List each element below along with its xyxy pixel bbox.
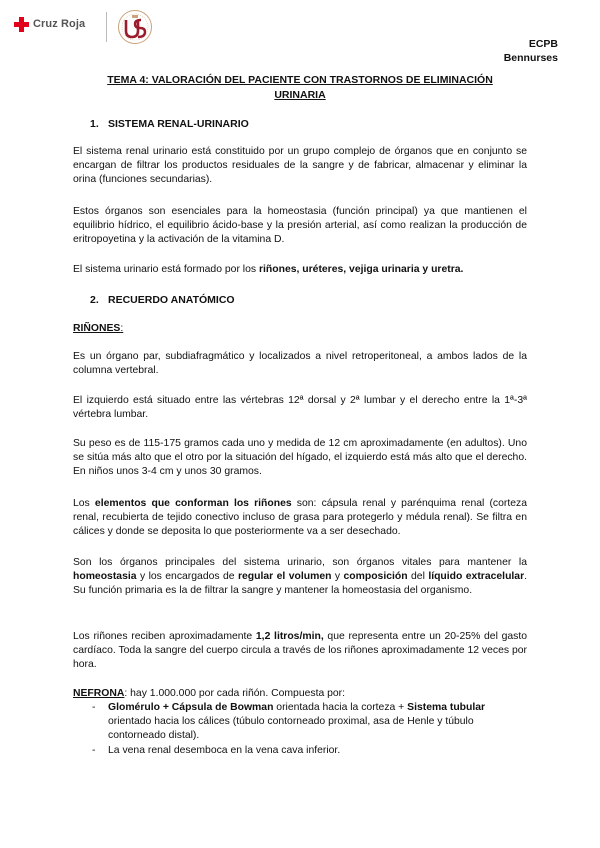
p5-bold-liquido: líquido extracelular <box>428 571 525 583</box>
document-title <box>70 73 530 103</box>
rinones-paragraph-2: El izquierdo está situado entre las vértebras 12ª dorsal y 2ª lumbar y el derecho entre la 1ª-3ª vértebra lumbar. <box>73 395 527 421</box>
list-dash: - <box>92 702 96 713</box>
document-title-line1: TEMA 4: VALORACIÓN DEL PACIENTE CON TRASTORNOS DE ELIMINACIÓN <box>107 74 493 86</box>
list-item-2-text: La vena renal desemboca en la vena cava inferior. <box>108 744 341 756</box>
p5-bold-composicion: composición <box>343 571 408 583</box>
p6-bold: 1,2 litros/min, <box>255 631 324 642</box>
p5-text-c: y los encargados de <box>136 571 238 583</box>
list-item-1-text-b: orientada hacia la corteza + <box>273 702 408 713</box>
rinones-paragraph-6 <box>73 630 527 673</box>
section-1-heading <box>90 117 249 131</box>
header-right-block <box>504 38 558 65</box>
p5-text-a: Son los órganos principales del sistema urinario, son órganos vitales para mantener la <box>73 557 527 568</box>
p6-text-a: Los riñones reciben aproximadamente <box>73 631 256 642</box>
p6-text-c: que representa entre un 20-25% del gasto cardíaco. Toda la sangre del cuerpo circula a través de los riñones aproximadamente 12 veces por hora. <box>73 631 528 671</box>
cruz-roja-logo <box>14 17 85 32</box>
nefrona-text: : hay 1.000.000 por cada riñón. Compuesta por: <box>124 688 346 699</box>
rinones-subheading <box>73 322 123 336</box>
rinones-colon: : <box>120 323 124 334</box>
nefrona-list <box>92 701 528 758</box>
rinones-paragraph-1: Es un órgano par, subdiafragmático y localizados a nivel retroperitoneal, a ambos lados de la columna vertebral. <box>73 351 527 377</box>
page-header <box>0 0 600 64</box>
p3-text: El sistema urinario está formado por los <box>73 264 259 275</box>
p5-text-e: y <box>331 571 344 583</box>
p5-bold-regular: regular el volumen <box>237 571 332 583</box>
list-dash: - <box>92 744 96 756</box>
section-1-title: SISTEMA RENAL-URINARIO <box>108 118 249 130</box>
list-item <box>92 701 528 744</box>
p3-bold-text: riñones, uréteres, vejiga urinaria y uretra. <box>258 264 464 275</box>
list-item <box>92 744 528 758</box>
list-item-1-bold-c: Sistema tubular <box>407 702 486 713</box>
section-1-paragraph-2: Estos órganos son esenciales para la homeostasia (función principal) ya que mantienen el equilibrio hídrico, el equilibrio ácido-base y la presión arterial, así como realizan la producción de eritropoyetina y la activación de la vitamina D. <box>73 206 527 246</box>
document-title-line2: URINARIA <box>274 89 326 101</box>
list-item-1-text-d: orientado hacia los cálices (túbulo contorneado proximal, asa de Henle y túbulo contorneado distal). <box>108 716 474 742</box>
section-1-paragraph-1: El sistema renal urinario está constituido por un grupo complejo de órganos que en conjunto se encargan de filtrar los productos residuales de la sangre y de fabricar, almacenar y eliminar la orina (funciones secundarias). <box>73 146 527 186</box>
rinones-label: RIÑONES <box>73 323 121 334</box>
university-seal-icon <box>116 9 154 45</box>
nefrona-label: NEFRONA <box>73 688 125 699</box>
p4-text-c: son: cápsula renal y parénquima renal (corteza renal, recubierta de tejido conectivo incluso de grasa para protegerlo y médula renal). Se filtra en cálices y donde se deposita lo que posteriormente va a ser desechado. <box>73 498 527 538</box>
p5-bold-homeostasia: homeostasia <box>73 571 137 583</box>
rinones-paragraph-4 <box>73 497 527 540</box>
p4-text-a: Los <box>73 498 95 509</box>
section-1-number: 1. <box>90 118 99 130</box>
section-2-number: 2. <box>90 294 99 306</box>
cruz-roja-name: Cruz Roja <box>33 18 86 31</box>
list-item-1-bold-a: Glomérulo + Cápsula de Bowman <box>108 702 274 713</box>
nefrona-line <box>73 687 527 701</box>
rinones-paragraph-5 <box>73 556 527 599</box>
section-2-title: RECUERDO ANATÓMICO <box>108 294 235 306</box>
header-code: ECPB <box>528 38 558 50</box>
p4-bold: elementos que conforman los riñones <box>94 498 292 509</box>
header-author: Bennurses <box>503 51 558 64</box>
p5-text-g: del <box>407 571 429 583</box>
logo-divider <box>106 12 107 42</box>
red-cross-icon <box>14 17 29 32</box>
section-2-heading <box>90 293 235 307</box>
rinones-paragraph-3: Su peso es de 115-175 gramos cada uno y medida de 12 cm aproximadamente (en adultos). Uno se sitúa más alto que el otro por la situación del hígado, el izquierdo está más alto que el derecho. En niños unos 3-4 cm y unos 30 gramos. <box>73 438 527 478</box>
section-1-paragraph-3 <box>73 263 527 277</box>
p5-text-i: . Su función primaria es la de filtrar la sangre y mantener la homeostasia del organismo. <box>73 571 528 597</box>
